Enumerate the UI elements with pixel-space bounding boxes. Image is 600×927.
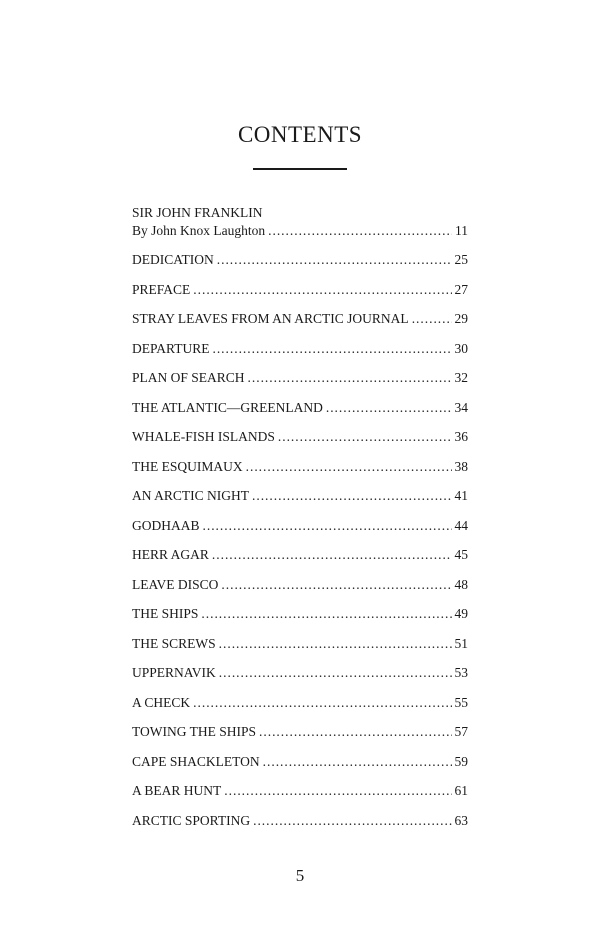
toc-entry-leave-disco[interactable] [132, 576, 468, 606]
toc-entry-title: UPPERNAVIK [132, 665, 216, 680]
toc-page-number: 44 [454, 517, 468, 533]
toc-entry-title: A BEAR HUNT [132, 783, 222, 798]
dot-leader [278, 428, 452, 446]
toc-page-number: 63 [454, 812, 468, 828]
dot-leader [252, 487, 452, 505]
toc-page-number: 48 [454, 576, 468, 592]
toc-entry-cape-shackleton[interactable] [132, 753, 468, 783]
dot-leader [219, 635, 452, 653]
dot-leader [193, 694, 451, 712]
toc-page-number: 55 [454, 694, 468, 710]
toc-page-number: 25 [454, 252, 468, 267]
toc-entry-sir-john-franklin[interactable] [132, 204, 468, 240]
dot-leader [248, 369, 452, 387]
toc-entry-title: SIR JOHN FRANKLIN [132, 205, 263, 220]
table-of-contents [132, 204, 468, 841]
dot-leader [221, 576, 451, 594]
toc-entry-the-screws[interactable] [132, 635, 468, 665]
toc-entry-title: THE ATLANTIC—GREENLAND [132, 399, 323, 415]
toc-entry-title: CAPE SHACKLETON [132, 753, 260, 769]
toc-entry-title: THE ESQUIMAUX [132, 458, 243, 474]
dot-leader [263, 753, 452, 771]
dot-leader [201, 605, 451, 623]
toc-entry-title: DEDICATION [132, 252, 214, 267]
toc-page-number: 51 [454, 635, 468, 651]
dot-leader [193, 281, 451, 299]
toc-page-number: 36 [454, 429, 468, 444]
toc-page-number: 49 [454, 606, 468, 621]
dot-leader [219, 664, 452, 682]
toc-page-number: 29 [454, 311, 468, 326]
toc-page-number: 11 [455, 223, 468, 238]
toc-entry-title: HERR AGAR [132, 547, 209, 562]
toc-entry-subtitle: By John Knox Laughton [132, 223, 266, 238]
toc-entry-preface[interactable] [132, 281, 468, 311]
toc-entry-the-ships[interactable] [132, 605, 468, 635]
toc-entry-title: ARCTIC SPORTING [132, 812, 251, 828]
dot-leader [217, 251, 452, 269]
page-title: CONTENTS [237, 122, 363, 147]
toc-entry-a-bear-hunt[interactable] [132, 782, 468, 812]
toc-entry-title: AN ARCTIC NIGHT [132, 488, 249, 503]
dot-leader [259, 723, 451, 741]
dot-leader [253, 812, 451, 830]
toc-page-number: 27 [454, 281, 468, 297]
toc-page-number: 61 [454, 783, 468, 798]
toc-entry-title: STRAY LEAVES FROM AN ARCTIC JOURNAL [132, 311, 409, 326]
toc-entry-arctic-night[interactable] [132, 487, 468, 517]
toc-page-number: 34 [454, 399, 468, 415]
toc-page-number: 41 [454, 488, 468, 503]
dot-leader [212, 340, 451, 358]
toc-entry-a-check[interactable] [132, 694, 468, 724]
toc-entry-whale-fish-islands[interactable] [132, 428, 468, 458]
toc-entry-plan-of-search[interactable] [132, 369, 468, 399]
dot-leader [224, 782, 451, 800]
dot-leader [212, 546, 452, 564]
dot-leader [246, 458, 452, 476]
toc-page-number: 59 [454, 753, 468, 769]
toc-entry-atlantic-greenland[interactable] [132, 399, 468, 429]
toc-entry-towing-the-ships[interactable] [132, 723, 468, 753]
toc-entry-title: TOWING THE SHIPS [132, 724, 257, 739]
dot-leader [268, 222, 452, 240]
toc-entry-arctic-sporting[interactable] [132, 812, 468, 842]
toc-page-number: 30 [454, 340, 468, 356]
toc-entry-stray-leaves[interactable] [132, 310, 468, 340]
toc-entry-herr-agar[interactable] [132, 546, 468, 576]
toc-entry-title: PREFACE [132, 281, 191, 297]
dot-leader [203, 517, 452, 535]
toc-entry-title: WHALE-FISH ISLANDS [132, 429, 275, 444]
toc-entry-title: GODHAAB [132, 517, 200, 533]
dot-leader [326, 399, 452, 417]
toc-entry-title: THE SHIPS [132, 606, 199, 621]
toc-entry-departure[interactable] [132, 340, 468, 370]
toc-page-number: 32 [454, 370, 468, 385]
toc-entry-dedication[interactable] [132, 251, 468, 281]
toc-entry-godhaab[interactable] [132, 517, 468, 547]
toc-page-number: 53 [454, 665, 468, 680]
toc-entry-title: PLAN OF SEARCH [132, 370, 245, 385]
toc-entry-title: A CHECK [132, 694, 191, 710]
toc-page-number: 45 [454, 547, 468, 562]
page-number-folio: 5 [295, 866, 305, 885]
toc-page-number: 38 [454, 458, 468, 474]
toc-entry-title: DEPARTURE [132, 340, 210, 356]
toc-entry-esquimaux[interactable] [132, 458, 468, 488]
toc-entry-uppernavik[interactable] [132, 664, 468, 694]
toc-entry-title: LEAVE DISCO [132, 576, 219, 592]
dot-leader [412, 310, 452, 328]
title-rule [253, 168, 347, 170]
toc-page-number: 57 [454, 724, 468, 739]
toc-entry-title: THE SCREWS [132, 635, 216, 651]
